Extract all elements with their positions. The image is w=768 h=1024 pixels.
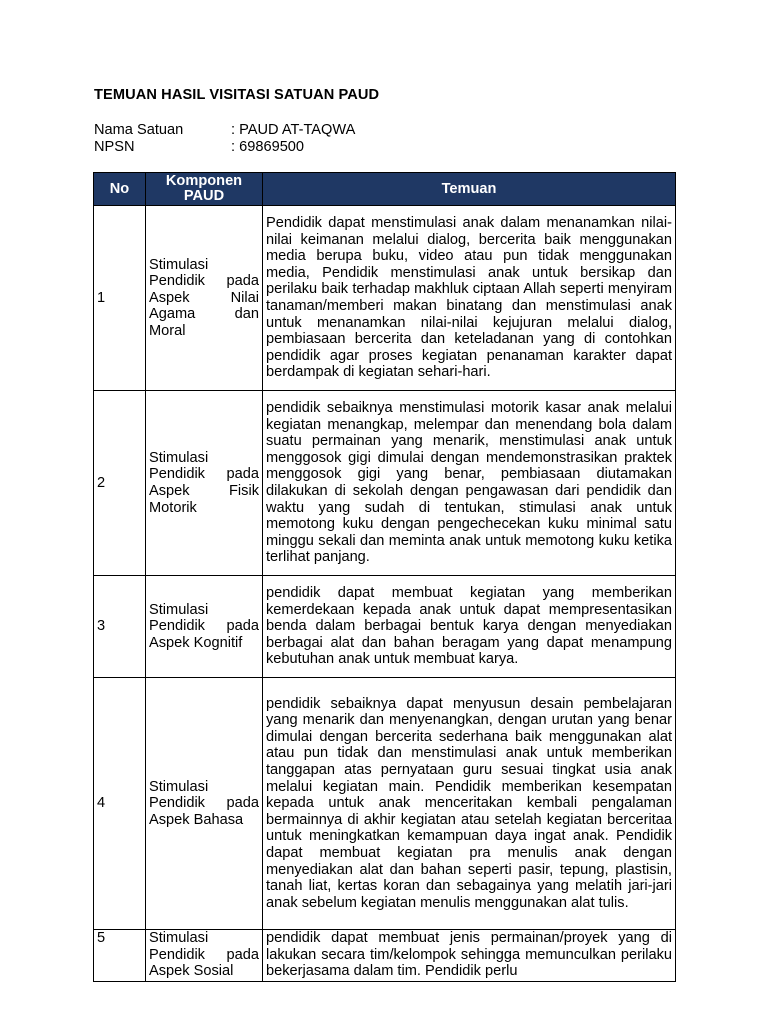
table-row — [94, 678, 676, 930]
cell-temuan: pendidik dapat membuat kegiatan yang memberikan kemerdekaan kepada anak untuk dapat mempresentasikan benda dalam berbagai bentuk karya dengan menyediakan berbagai alat dan bahan beragam yang dapat menampung kebutuhan anak untuk membuat karya. — [263, 576, 676, 678]
table-row — [94, 576, 676, 678]
meta-value: : 69869500 — [231, 138, 305, 155]
cell-temuan — [263, 930, 676, 982]
document-title: TEMUAN HASIL VISITASI SATUAN PAUD — [94, 87, 380, 103]
meta-row-nama-satuan — [94, 122, 355, 139]
cell-temuan: Pendidik dapat menstimulasi anak dalam menanamkan nilai-nilai keimanan melalui dialog, bercerita baik menggunakan media berupa buku, video atau pun tidak menggunakan media, Pendidik menstimulasi anak untuk bersikap dan perilaku baik terhadap makhluk ciptaan Allah seperti menyiram tanaman/memberi makan binatang dan menstimulasi anak untuk menanamkan nilai-nilai kejujuran melalui dialog, pembiasaan bercerita dan keteladanan yang di contohkan pendidik agar proses kegiatan penanaman karakter dapat berdampak di kegiatan sehari-hari. — [263, 206, 676, 391]
cell-komponen: Stimulasi Pendidik pada Aspek Bahasa — [146, 678, 263, 930]
header-temuan: Temuan — [263, 173, 676, 206]
meta-label: Nama Satuan — [94, 122, 184, 138]
cell-temuan: pendidik sebaiknya dapat menyusun desain pembelajaran yang menarik dan menyenangkan, dengan urutan yang benar dimulai dengan bercerita sederhana baik menggunakan alat atau pun tidak dan menstimulasi anak untuk memberikan tanggapan atas pernyataan guru sesuai tingkat usia anak melalui kegiatan main. Pendidik memberikan kesempatan kepada untuk anak menceritakan kembali pengalaman bermainnya di akhir kegiatan atau setelah kegiatan berceritaa untuk meningkatkan kemampuan daya ingat anak. Pendidik dapat membuat kegiatan pra menulis anak dengan menyediakan alat dan bahan seperti pasir, tepung, plastisin, tanah liat, kertas koran dan sebagainya yang melatih jari-jari anak sebelum kegiatan menulis menggunakan alat tulis. — [263, 678, 676, 930]
cell-no: 4 — [94, 678, 146, 930]
cell-no-text: 5 — [97, 930, 106, 946]
meta-value: : PAUD AT-TAQWA — [231, 122, 356, 138]
cell-no — [94, 930, 146, 982]
cell-komponen — [146, 930, 263, 982]
cell-no: 2 — [94, 391, 146, 576]
table-header-row — [94, 173, 676, 206]
cell-komponen: Stimulasi Pendidik pada Aspek Fisik Motorik — [146, 391, 263, 576]
cell-komponen: Stimulasi Pendidik pada Aspek Kognitif — [146, 576, 263, 678]
cell-komponen: Stimulasi Pendidik pada Aspek Nilai Agama dan Moral — [146, 206, 263, 391]
cell-no: 3 — [94, 576, 146, 678]
findings-table — [93, 172, 676, 982]
cell-temuan-text: pendidik dapat membuat jenis permainan/proyek yang di lakukan secara tim/kelompok sehingga memunculkan perilaku bekerjasama dalam tim. Pendidik perlu — [266, 930, 672, 980]
table-row — [94, 391, 676, 576]
header-no: No — [94, 173, 146, 206]
header-komponen: Komponen PAUD — [146, 173, 263, 206]
cell-komponen-text: Stimulasi Pendidik pada Aspek Sosial — [149, 930, 259, 980]
table-row — [94, 930, 676, 982]
cell-no: 1 — [94, 206, 146, 391]
meta-row-npsn — [94, 139, 355, 156]
cell-temuan: pendidik sebaiknya menstimulasi motorik kasar anak melalui kegiatan menangkap, melempar dan menendang bola dalam suatu permainan yang menarik, menstimulasi anak untuk menggosok gigi dimulai dengan mendemonstrasikan praktek menggosok gigi yang benar, pembiasaan diutamakan dilakukan di sekolah dengan pengawasan dari pendidik dan waktu yang sudah di tentukan, stimulasi anak untuk memotong kuku dengan pengechecekan kuku minimal satu minggu sekali dan meminta anak untuk memotong kuku ketika terlihat panjang. — [263, 391, 676, 576]
document-meta — [94, 122, 355, 155]
meta-label: NPSN — [94, 138, 135, 155]
table-row — [94, 206, 676, 391]
